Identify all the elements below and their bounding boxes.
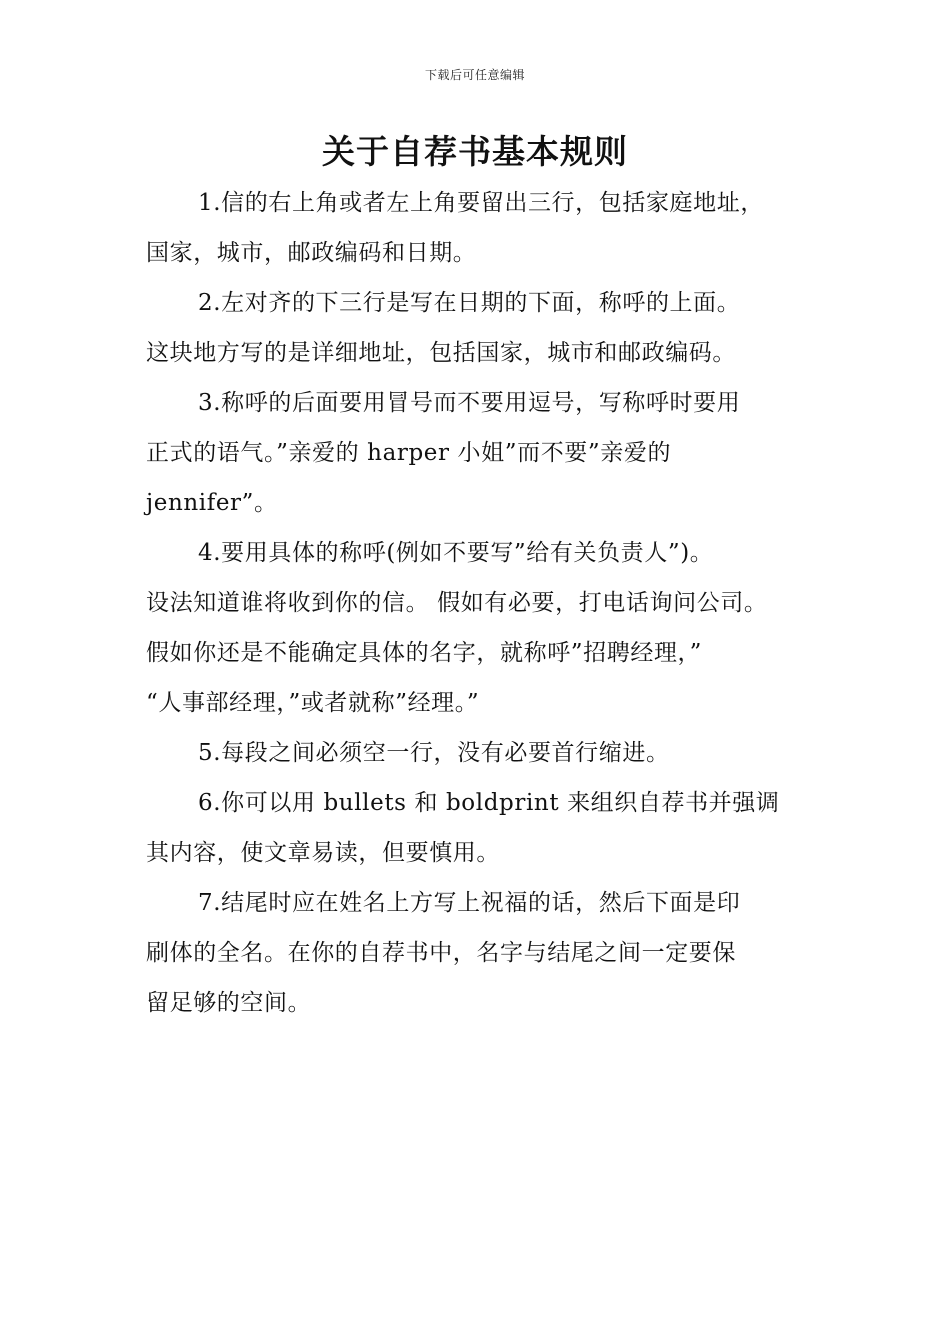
document-body: [146, 178, 814, 1028]
text-line: 设法知道谁将收到你的信。 假如有必要，打电话询问公司。: [146, 590, 768, 616]
header-note: 下载后可任意编辑: [424, 68, 525, 82]
text-line: 6.你可以用 bullets 和 boldprint 来组织自荐书并强调: [198, 790, 780, 816]
text-line: 假如你还是不能确定具体的名字，就称呼”招聘经理，”: [146, 640, 703, 666]
rule-paragraph-7: [146, 878, 814, 1028]
text-line: 留足够的空间。: [146, 990, 312, 1016]
text-line: 2.左对齐的下三行是写在日期的下面，称呼的上面。: [198, 290, 741, 316]
rule-paragraph-5: [146, 728, 814, 778]
text-line: 3.称呼的后面要用冒号而不要用逗号，写称呼时要用: [198, 390, 741, 416]
text-line: 刷体的全名。在你的自荐书中，名字与结尾之间一定要保: [146, 940, 736, 966]
rule-paragraph-2: [146, 278, 814, 378]
text-line: “人事部经理，”或者就称”经理。”: [146, 690, 480, 716]
text-line: 4.要用具体的称呼(例如不要写”给有关负责人”)。: [198, 540, 714, 566]
text-line: 这块地方写的是详细地址，包括国家，城市和邮政编码。: [146, 340, 736, 366]
rule-paragraph-6: [146, 778, 814, 878]
rule-paragraph-3: [146, 378, 814, 528]
rule-paragraph-1: [146, 178, 814, 278]
text-line: 1.信的右上角或者左上角要留出三行，包括家庭地址，: [198, 190, 764, 216]
text-line: jennifer”。: [146, 490, 278, 516]
rule-paragraph-4: [146, 528, 814, 728]
text-line: 其内容，使文章易读，但要慎用。: [146, 840, 500, 866]
text-line: 正式的语气。”亲爱的 harper 小姐”而不要”亲爱的: [146, 440, 672, 466]
document-title: 关于自荐书基本规则: [322, 132, 628, 171]
text-line: 国家，城市，邮政编码和日期。: [146, 240, 477, 266]
text-line: 7.结尾时应在姓名上方写上祝福的话，然后下面是印: [198, 890, 741, 916]
text-line: 5.每段之间必须空一行，没有必要首行缩进。: [198, 740, 670, 766]
